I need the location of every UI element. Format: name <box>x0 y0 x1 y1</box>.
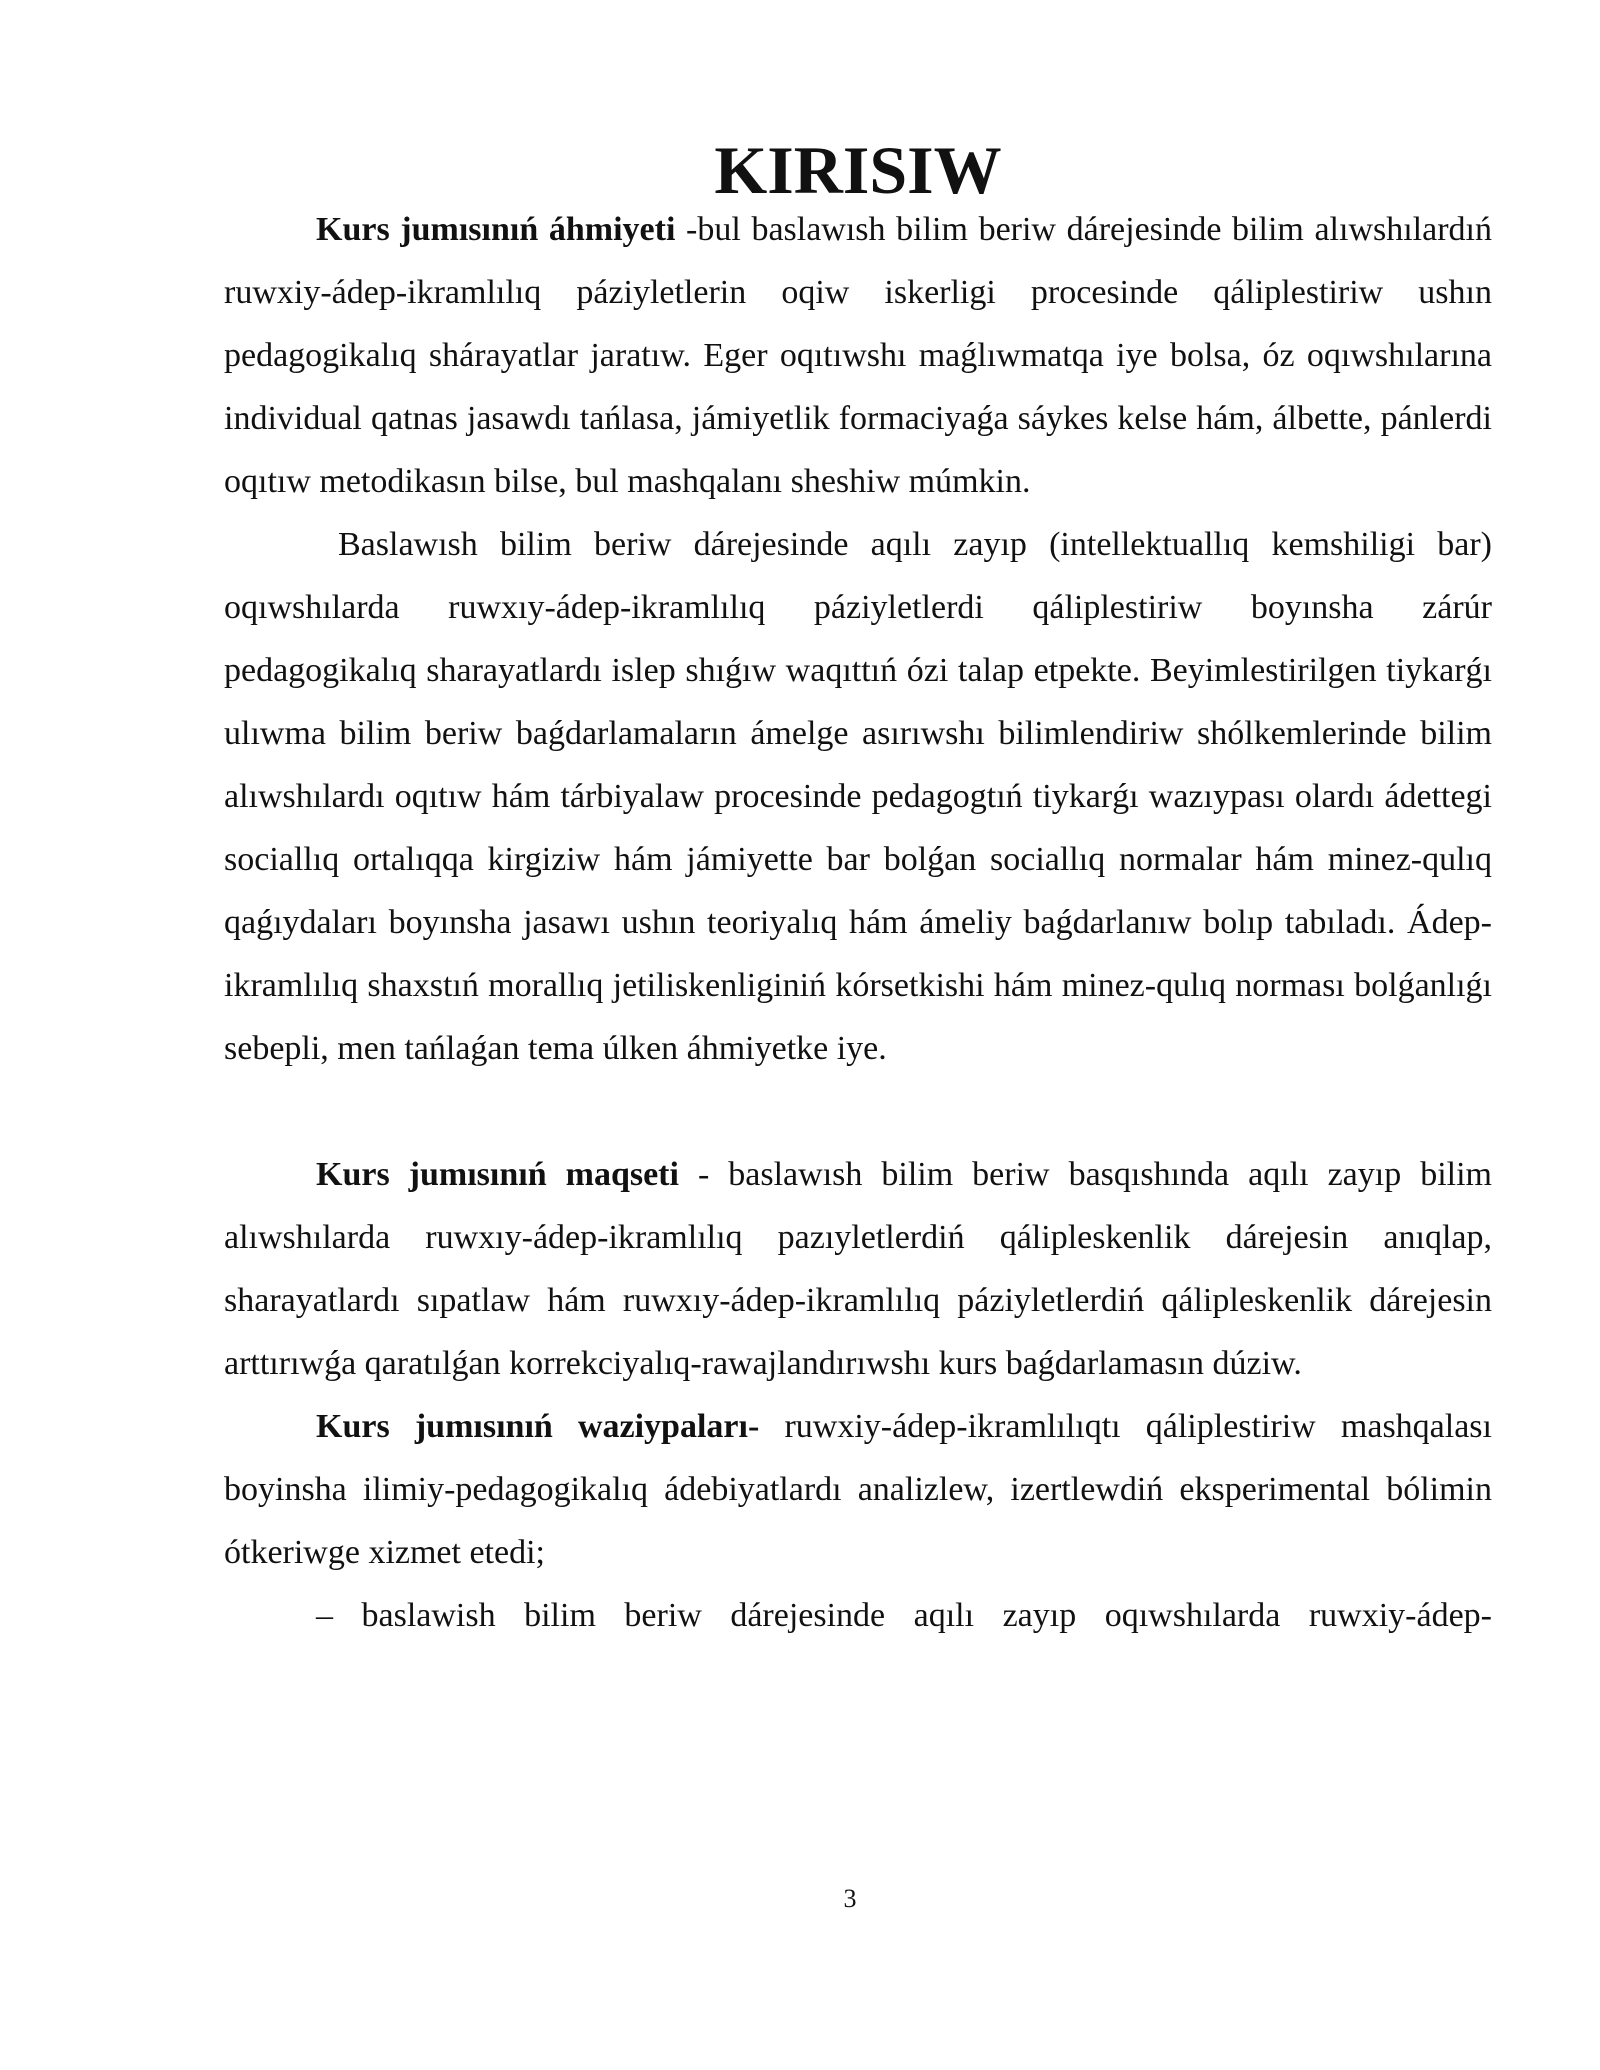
paragraph-goal-heading: Kurs jumısınıń maqseti <box>316 1156 679 1193</box>
paragraph-importance-heading: Kurs jumısınıń áhmiyeti <box>316 211 676 248</box>
paragraph-tasks-text: ruwxiy-ádep-ikramlılıqtı qáliplestiriw mashqalası boyinsha ilimiy-pedagogikalıq ádebiyatlardı analizlew, izertlewdiń eksperimental bólimin ótkeriwge xizmet etedi; <box>224 1408 1492 1571</box>
paragraph-goal <box>224 1143 1492 1395</box>
paragraph-goal-text: - baslawısh bilim beriw basqıshında aqılı zayıp bilim alıwshılarda ruwxıy-ádep-ikramlılıq pazıyletlerdiń qálipleskenlik dárejesin anıqlap, sharayatlardı sıpatlaw hám ruwxıy-ádep-ikramlılıq páziyletlerdiń qálipleskenlik dárejesin arttırıwǵa qaratılǵan korrekciyalıq-rawajlandırıwshı kurs baǵdarlamasın dúziw. <box>224 1156 1492 1382</box>
paragraph-context: Baslawısh bilim beriw dárejesinde aqılı zayıp (intellektuallıq kemshiligi bar) oqıwshılarda ruwxıy-ádep-ikramlılıq páziyletlerdi qáliplestiriw boyınsha zárúr pedagogikalıq sharayatlardı islep shıǵıw waqıttıń ózi talap etpekte. Beyimlestirilgen tiykarǵı ulıwma bilim beriw baǵdarlamaların ámelge asırıwshı bilimlendiriw shólkemlerinde bilim alıwshılardı oqıtıw hám tárbiyalaw procesinde pedagogtıń tiykarǵı wazıypası olardı ádettegi sociallıq ortalıqqa kirgiziw hám jámiyette bar bolǵan sociallıq normalar hám minez-qulıq qaǵıydaları boyınsha jasawı ushın teoriyalıq hám ámeliy baǵdarlanıw bolıp tabıladı. Ádep-ikramlılıq shaxstıń morallıq jetiliskenliginiń kórsetkishi hám minez-qulıq norması bolǵanlıǵı sebepli, men tańlaǵan tema úlken áhmiyetke iye. <box>224 526 1492 1067</box>
paragraph-tasks-heading: Kurs jumısınıń waziypaları- <box>316 1408 760 1445</box>
paragraph-importance-text: -bul baslawısh bilim beriw dárejesinde bilim alıwshılardıń ruwxiy-ádep-ikramlılıq páziyletlerin oqiw iskerligi procesinde qáliplestiriw ushın pedagogikalıq shárayatlar jaratıw. Eger oqıtıwshı maǵlıwmatqa iye bolsa, óz oqıwshılarına individual qatnas jasawdı tańlasa, jámiyetlik formaciyaǵa sáykes kelse hám, álbette, pánlerdi oqıtıw metodikasın bilse, bul mashqalanı sheshiw múmkin. <box>224 211 1492 500</box>
page-number: 3 <box>843 1884 857 1913</box>
paragraph-gap <box>224 1080 1492 1143</box>
paragraph-tasks <box>224 1395 1492 1584</box>
list-item-task: – baslawish bilim beriw dárejesinde aqılı zayıp oqıwshılarda ruwxiy-ádep- <box>316 1597 1492 1634</box>
document-page <box>224 132 1492 1647</box>
page-title: KIRISIW <box>714 132 1002 208</box>
paragraph-importance <box>224 198 1492 513</box>
